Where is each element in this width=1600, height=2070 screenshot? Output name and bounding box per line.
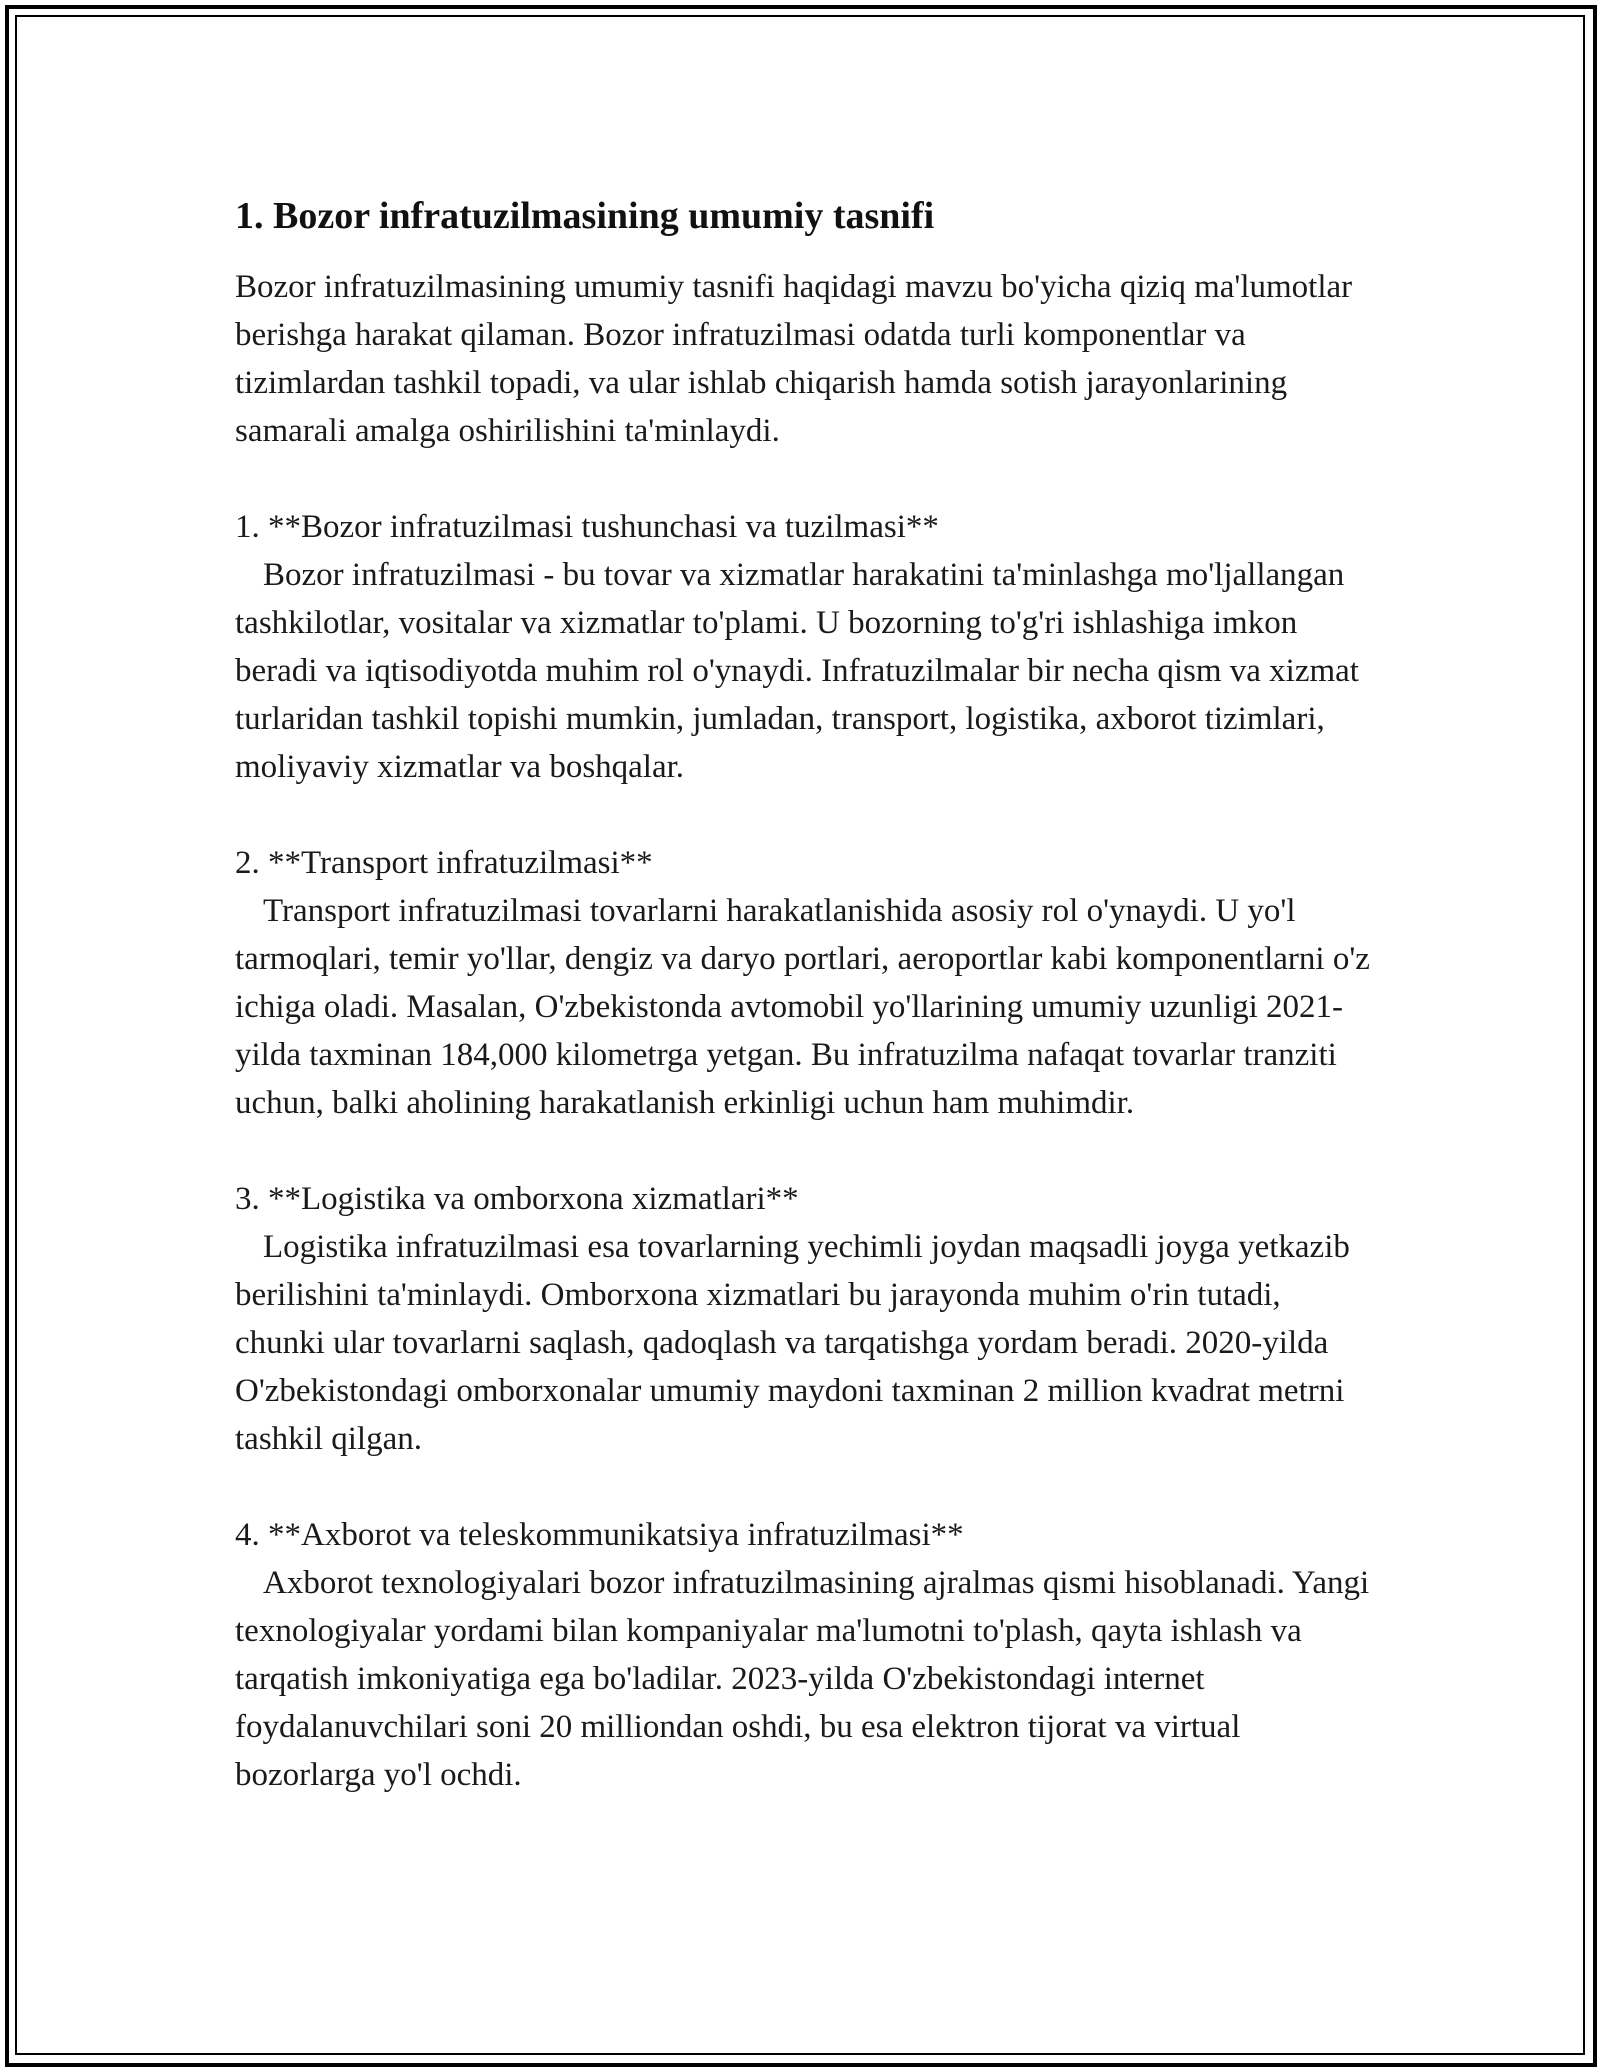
section-heading: 2. **Transport infratuzilmasi** <box>235 845 653 882</box>
section-heading: 4. **Axborot va teleskommunikatsiya infratuzilmasi** <box>235 1517 964 1554</box>
section-body: Transport infratuzilmasi tovarlarni harakatlanishida asosiy rol o'ynaydi. U yo'l tarmoqlari, temir yo'llar, dengiz va daryo portlari, aeroportlar kabi komponentlarni o'z ichiga oladi. Masalan, O'zbekistonda avtomobil yo'llarining umumiy uzunligi 2021-yilda taxminan 184,000 kilometrga yetgan. Bu infratuzilma nafaqat tovarlar tranziti uchun, balki aholining harakatlanish erkinligi uchun ham muhimdir. <box>235 893 1370 1122</box>
section-body: Bozor infratuzilmasi - bu tovar va xizmatlar harakatini ta'minlashga mo'ljallangan tashkilotlar, vositalar va xizmatlar to'plami. U bozorning to'g'ri ishlashiga imkon beradi va iqtisodiyotda muhim rol o'ynaydi. Infratuzilmalar bir necha qism va xizmat turlaridan tashkil topishi mumkin, jumladan, transport, logistika, axborot tizimlari, moliyaviy xizmatlar va boshqalar. <box>235 557 1359 786</box>
section-body: Axborot texnologiyalari bozor infratuzilmasining ajralmas qismi hisoblanadi. Yangi texnologiyalar yordami bilan kompaniyalar ma'lumotni to'plash, qayta ishlash va tarqatish imkoniyatiga ega bo'ladilar. 2023-yilda O'zbekistondagi internet foydalanuvchilari soni 20 milliondan oshdi, bu esa elektron tijorat va virtual bozorlarga yo'l ochdi. <box>235 1565 1370 1794</box>
section-1 <box>235 503 1375 791</box>
section-4 <box>235 1511 1375 1799</box>
page-title: 1. Bozor infratuzilmasining umumiy tasnifi <box>235 195 935 237</box>
section-2 <box>235 839 1375 1127</box>
section-3 <box>235 1175 1375 1463</box>
section-body: Logistika infratuzilmasi esa tovarlarning yechimli joydan maqsadli joyga yetkazib berilishini ta'minlaydi. Omborxona xizmatlari bu jarayonda muhim o'rin tutadi, chunki ular tovarlarni saqlash, qadoqlash va tarqatishga yordam beradi. 2020-yilda O'zbekistondagi omborxonalar umumiy maydoni taxminan 2 million kvadrat metrni tashkil qilgan. <box>235 1229 1350 1458</box>
document-body <box>235 180 1375 1847</box>
intro-paragraph: Bozor infratuzilmasining umumiy tasnifi haqidagi mavzu bo'yicha qiziq ma'lumotlar berishga harakat qilaman. Bozor infratuzilmasi odatda turli komponentlar va tizimlardan tashkil topadi, va ular ishlab chiqarish hamda sotish jarayonlarining samarali amalga oshirilishini ta'minlaydi. <box>235 269 1353 450</box>
section-heading: 1. **Bozor infratuzilmasi tushunchasi va tuzilmasi** <box>235 509 939 546</box>
section-heading: 3. **Logistika va omborxona xizmatlari** <box>235 1181 799 1218</box>
